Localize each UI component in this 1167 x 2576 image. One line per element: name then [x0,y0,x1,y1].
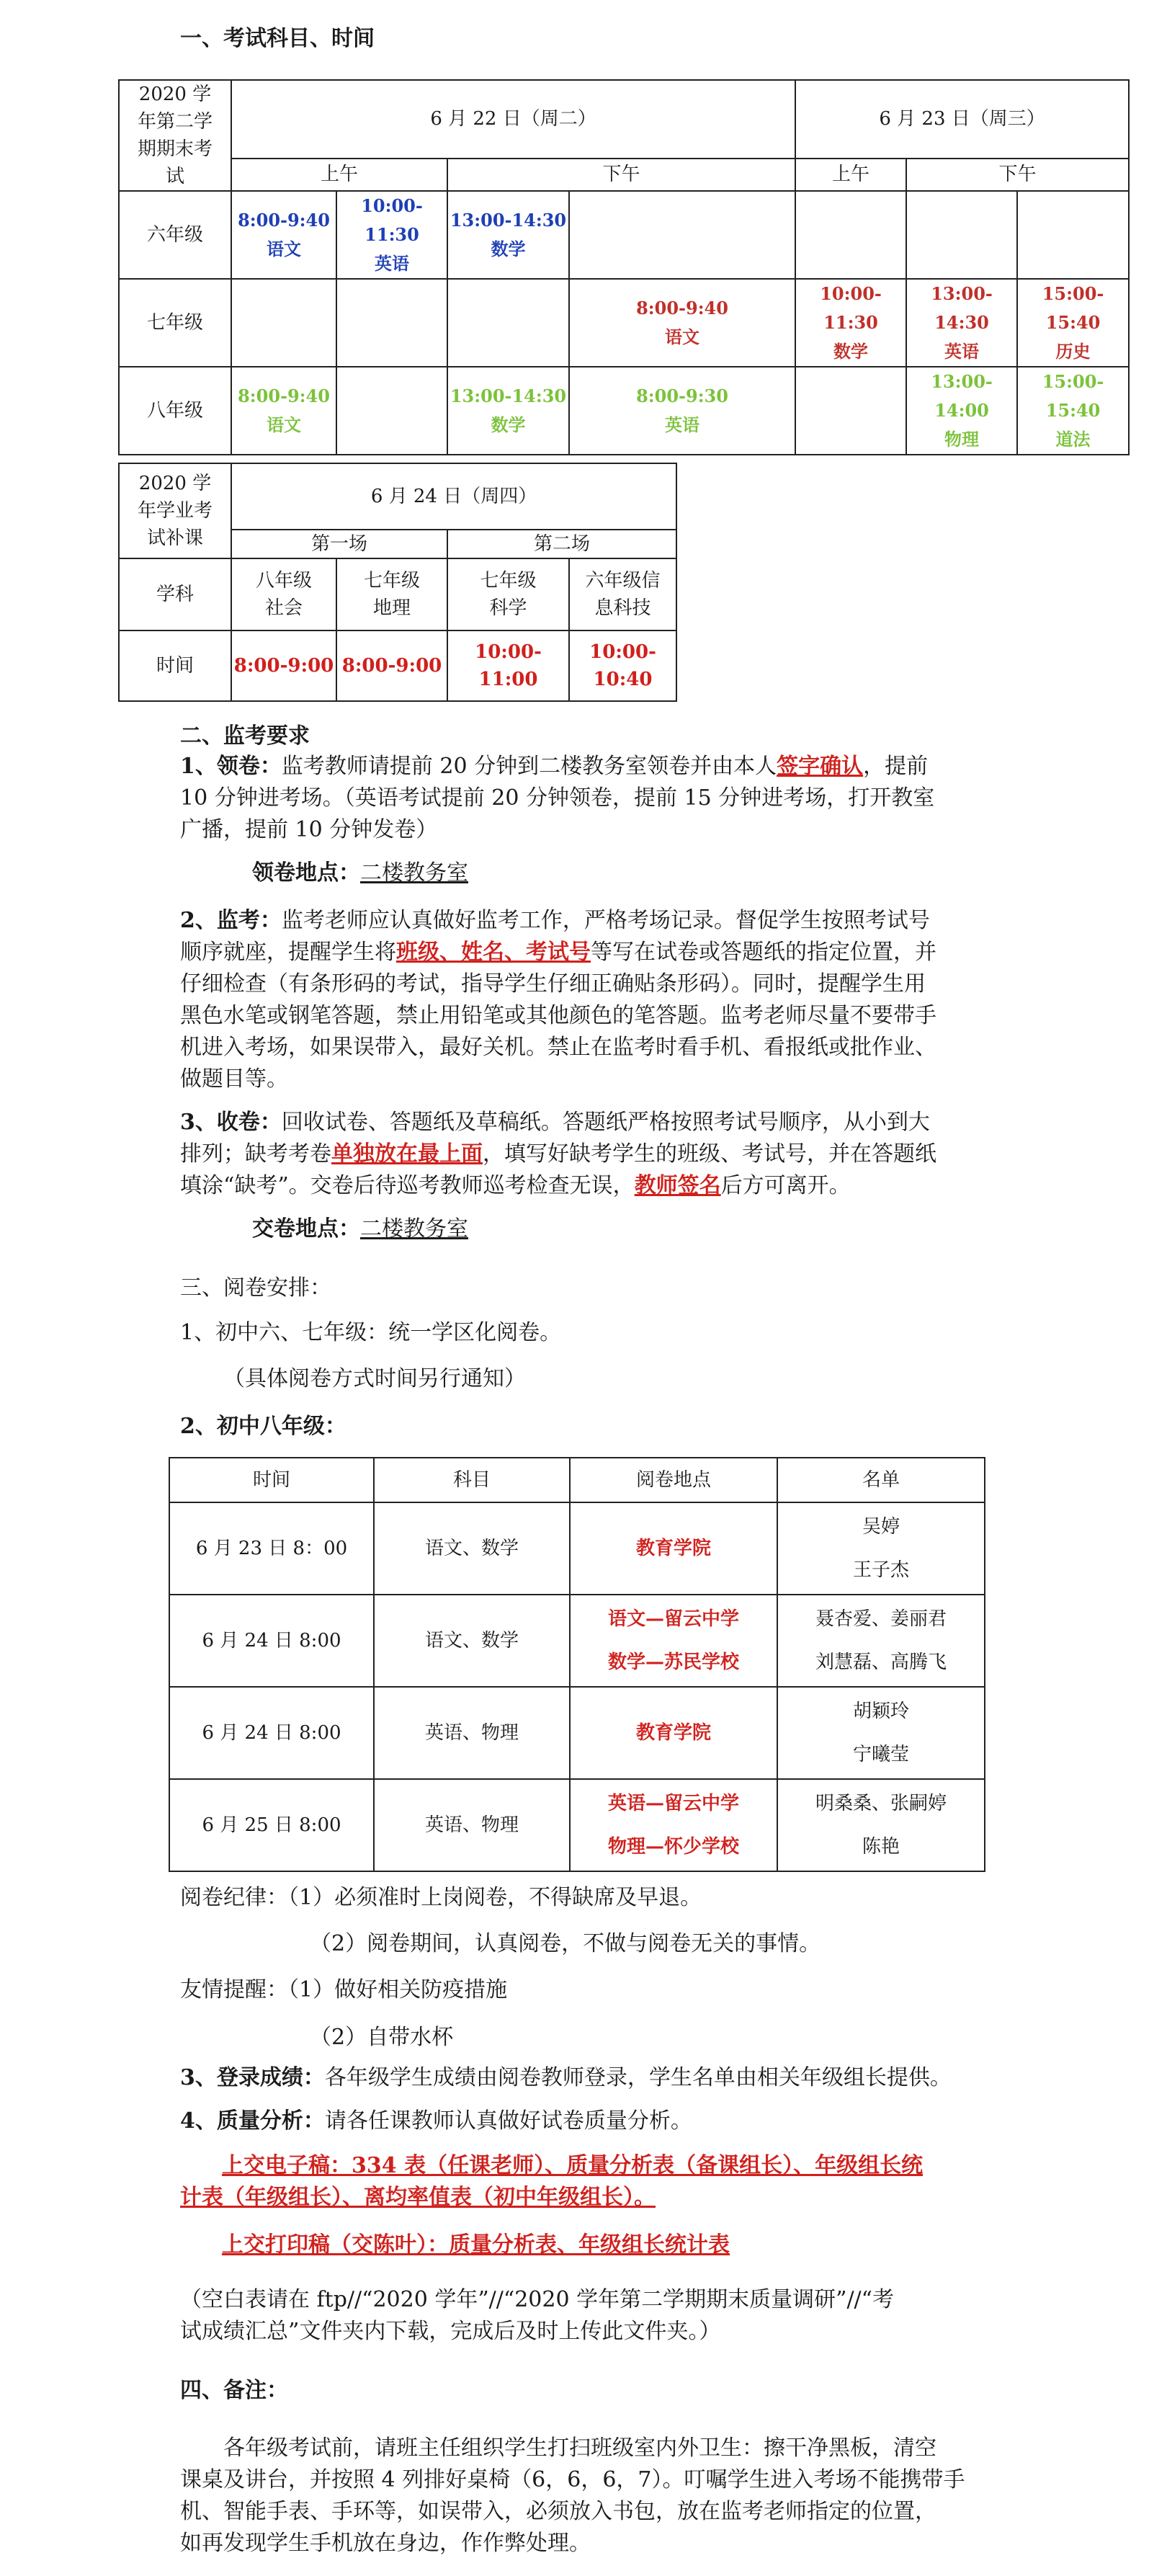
reminder-1: 友情提醒：（1）做好相关防疫措施 [180,1977,508,2002]
row-names: 明桑桑、张嗣婷 陈艳 [777,1779,985,1871]
g8-slot7: 15:00-15:40 道法 [1017,367,1129,455]
g7-slot6: 13:00-14:30 英语 [906,279,1017,367]
section3-title: 三、阅卷安排： [180,1275,331,1301]
makeup-time-label: 时间 [119,630,231,701]
g6-slot5 [795,191,906,279]
section4-title: 四、备注： [180,2378,288,2403]
g6-slot2: 10:00-11:30 英语 [336,191,447,279]
score-entry: 3、登录成绩：各年级学生成绩由阅卷教师登录，学生名单由相关年级组长提供。 [180,2065,952,2090]
makeup-subject-4: 六年级信息科技 [569,558,676,630]
row-location: 教育学院 [570,1687,777,1779]
g6-slot1: 8:00-9:40 语文 [231,191,336,279]
g8-slot4: 8:00-9:30 英语 [569,367,795,455]
g8-slot3: 13:00-14:30 数学 [447,367,569,455]
grade7-label: 七年级 [119,279,231,367]
day2-am: 上午 [795,159,906,191]
grading-header-location: 阅卷地点 [570,1458,777,1502]
g6-slot6 [906,191,1017,279]
makeup-header-cell: 2020 学年学业考试补课 [119,463,231,558]
collect-location: 领卷地点：二楼教务室 [252,860,468,886]
reminder-2: （2）自带水杯 [310,2025,454,2050]
day2-pm: 下午 [906,159,1129,191]
row-location: 语文—留云中学 数学—苏民学校 [570,1595,777,1687]
grade6-label: 六年级 [119,191,231,279]
table-row [169,1502,985,1595]
g6-slot7 [1017,191,1129,279]
g8-slot1: 8:00-9:40 语文 [231,367,336,455]
makeup-subject-3: 七年级科学 [447,558,569,630]
invigilate-paragraph: 2、监考：监考老师应认真做好监考工作，严格考场记录。督促学生按照考试号 顺序就座，提醒学生将班级、姓名、考试号等写在试卷或答题纸的指定位置，并 仔细检查（有条形码的考试，指导学生仔细正确贴条形码）。同时，提醒学生用 黑色水笔或钢笔答题，禁止用铅笔或其他颜色的笔答题。监考老师尽量不要带手 机进入考场，如果误带入，最好关机。禁止在监考时看手机、看报纸或批作业、 做题目等。 [180,908,936,1092]
g8-slot2 [336,367,447,455]
row-location: 教育学院 [570,1502,777,1595]
grading-header-time: 时间 [169,1458,374,1502]
makeup-day: 6 月 24 日（周四） [231,463,676,530]
submit-printed: 上交打印稿（交陈叶）：质量分析表、年级组长统计表 [222,2232,730,2258]
row-time: 6 月 25 日 8:00 [169,1779,374,1871]
remarks-paragraph: 各年级考试前，请班主任组织学生打扫班级室内外卫生：擦干净黑板，清空 课桌及讲台，并按照 4 列排好桌椅（6，6，6，7）。叮嘱学生进入考场不能携带手 机、智能手表、手环等，如误带入，必须放入书包，放在监考老师指定的位置， 如再发现学生手机放在身边，作作弊处理。 [180,2435,965,2556]
grading-grade67: 1、初中六、七年级：统一学区化阅卷。 [180,1320,562,1345]
row-time: 6 月 24 日 8:00 [169,1595,374,1687]
makeup-first-session: 第一场 [231,530,447,558]
table-row [169,1595,985,1687]
row-names: 胡颖玲 宁曦莹 [777,1687,985,1779]
grading-grade8: 2、初中八年级： [180,1414,346,1439]
row-names: 吴婷 王子杰 [777,1502,985,1595]
exam-schedule-table [118,79,1130,455]
row-names: 聂杏爱、姜丽君 刘慧磊、高腾飞 [777,1595,985,1687]
g8-slot5 [795,367,906,455]
g7-slot4: 8:00-9:40 语文 [569,279,795,367]
row-subject: 英语、物理 [374,1779,570,1871]
grading-table [169,1457,985,1872]
makeup-time-2: 8:00-9:00 [336,630,447,701]
return-location: 交卷地点：二楼教务室 [252,1216,468,1242]
submit-electronic: 上交电子稿：334 表（任课老师）、质量分析表（备课组长）、年级组长统 计表（年级组长）、离均率值表（初中年级组长）。 [180,2153,924,2210]
section2-title: 二、监考要求 [180,723,310,749]
schedule-day1: 6 月 22 日（周二） [231,80,795,159]
grading-note: （具体阅卷方式时间另行通知） [223,1366,526,1391]
g6-slot3: 13:00-14:30 数学 [447,191,569,279]
row-time: 6 月 24 日 8:00 [169,1687,374,1779]
day1-am: 上午 [231,159,447,191]
table-row [169,1779,985,1871]
makeup-exam-table [118,463,677,702]
makeup-time-4: 10:00-10:40 [569,630,676,701]
row-subject: 英语、物理 [374,1687,570,1779]
collect-paper-paragraph: 1、领卷：监考教师请提前 20 分钟到二楼教务室领卷并由本人签字确认，提前 10 分钟进考场。（英语考试提前 20 分钟领卷，提前 15 分钟进考场，打开教室 广播，提前 10 分钟发卷） [180,754,935,842]
makeup-subject-1: 八年级社会 [231,558,336,630]
makeup-time-1: 8:00-9:00 [231,630,336,701]
grading-header-subject: 科目 [374,1458,570,1502]
table-row [169,1687,985,1779]
makeup-subject-label: 学科 [119,558,231,630]
grading-discipline-1: 阅卷纪律：（1）必须准时上岗阅卷，不得缺席及早退。 [180,1885,702,1910]
g6-slot4 [569,191,795,279]
row-subject: 语文、数学 [374,1595,570,1687]
blank-form-note: （空白表请在 ftp//“2020 学年”//“2020 学年第二学期期末质量调研”//“考 试成绩汇总”文件夹内下载，完成后及时上传此文件夹。） [180,2287,894,2344]
g7-slot3 [447,279,569,367]
g8-slot6: 13:00-14:00 物理 [906,367,1017,455]
quality-analysis: 4、质量分析：请各任课教师认真做好试卷质量分析。 [180,2108,692,2134]
row-location: 英语—留云中学 物理—怀少学校 [570,1779,777,1871]
grade8-label: 八年级 [119,367,231,455]
section1-title: 一、考试科目、时间 [180,26,375,51]
g7-slot2 [336,279,447,367]
day1-pm: 下午 [447,159,795,191]
row-time: 6 月 23 日 8：00 [169,1502,374,1595]
g7-slot7: 15:00-15:40 历史 [1017,279,1129,367]
return-paper-paragraph: 3、收卷：回收试卷、答题纸及草稿纸。答题纸严格按照考试号顺序，从小到大 排列；缺考考卷单独放在最上面，填写好缺考学生的班级、考试号，并在答题纸 填涂“缺考”。交卷后待巡考教师巡考检查无误，教师签名后方可离开。 [180,1110,936,1198]
makeup-time-3: 10:00-11:00 [447,630,569,701]
g7-slot5: 10:00-11:30 数学 [795,279,906,367]
grading-header-names: 名单 [777,1458,985,1502]
schedule-header-cell: 2020 学年第二学期期末考试 [119,80,231,191]
schedule-day2: 6 月 23 日（周三） [795,80,1129,159]
makeup-second-session: 第二场 [447,530,676,558]
g7-slot1 [231,279,336,367]
grading-discipline-2: （2）阅卷期间，认真阅卷，不做与阅卷无关的事情。 [310,1931,821,1956]
makeup-subject-2: 七年级地理 [336,558,447,630]
row-subject: 语文、数学 [374,1502,570,1595]
